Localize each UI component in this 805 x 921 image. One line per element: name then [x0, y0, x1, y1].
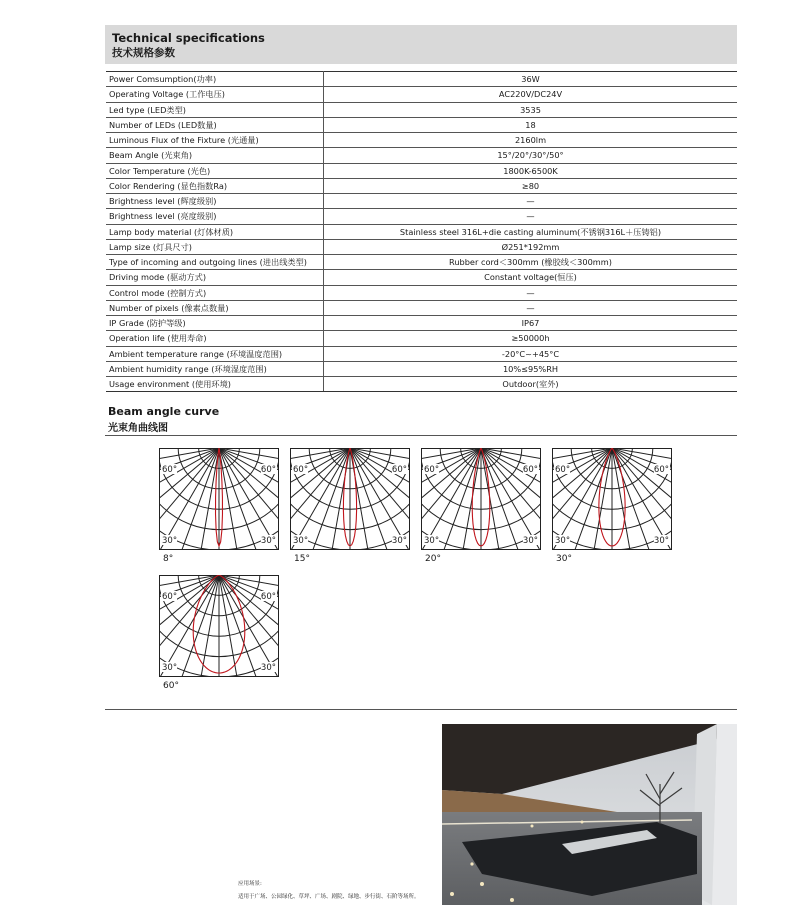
spec-label: Power Comsumption(功率) [106, 72, 324, 87]
beam-diagram [290, 448, 410, 550]
spec-value: Ø251*192mm [324, 239, 738, 254]
spec-value: Constant voltage(恒压) [324, 270, 738, 285]
beam-diagram [159, 448, 279, 550]
spec-row [106, 346, 737, 361]
spec-row [106, 178, 737, 193]
spec-label: Luminous Flux of the Fixture (光通量) [106, 133, 324, 148]
spec-value: — [324, 285, 738, 300]
bottom-divider [105, 709, 737, 710]
angle-label: 60° [391, 465, 407, 475]
beam-title-cn: 光束角曲线图 [108, 423, 168, 434]
angle-label: 60° [555, 465, 571, 475]
spec-value: 1800K-6500K [324, 163, 738, 178]
spec-row [106, 316, 737, 331]
spec-label: Number of LEDs (LED数量) [106, 117, 324, 132]
spec-value: ≥80 [324, 178, 738, 193]
spec-row [106, 194, 737, 209]
spec-label: Brightness level (亮度级别) [106, 209, 324, 224]
angle-label: 30° [555, 536, 571, 546]
application-photo [442, 724, 737, 905]
beam-diagram-label: 60° [163, 681, 179, 691]
spec-value: — [324, 194, 738, 209]
spec-label: Usage environment (使用环境) [106, 377, 324, 392]
spec-row [106, 102, 737, 117]
spec-label: IP Grade (防护等级) [106, 316, 324, 331]
spec-label: Ambient humidity range (环境湿度范围) [106, 361, 324, 376]
spec-row [106, 300, 737, 315]
spec-row [106, 117, 737, 132]
spec-value: 18 [324, 117, 738, 132]
spec-title-cn: 技术规格参数 [112, 47, 175, 59]
spec-value: -20°C~+45°C [324, 346, 738, 361]
spec-label: Brightness level (辉度级别) [106, 194, 324, 209]
spec-row [106, 377, 737, 392]
spec-row [106, 148, 737, 163]
spec-value: 10%≤95%RH [324, 361, 738, 376]
beam-diagram-label: 30° [556, 554, 572, 564]
spec-value: ≥50000h [324, 331, 738, 346]
spec-header [105, 25, 737, 64]
spec-label: Led type (LED类型) [106, 102, 324, 117]
beam-title-en: Beam angle curve [108, 405, 220, 418]
spec-value: — [324, 300, 738, 315]
spec-value: AC220V/DC24V [324, 87, 738, 102]
beam-section-header [108, 405, 219, 434]
spec-row [106, 331, 737, 346]
spec-row [106, 255, 737, 270]
beam-diagram-label: 8° [163, 554, 174, 564]
beam-diagram [159, 575, 279, 677]
spec-label: Ambient temperature range (环境温度范围) [106, 346, 324, 361]
spec-value: 36W [324, 72, 738, 87]
spec-title-en: Technical specifications [112, 31, 265, 45]
spec-row [106, 72, 737, 87]
spec-label: Lamp body material (灯体材质) [106, 224, 324, 239]
angle-label: 30° [424, 536, 440, 546]
spec-value: 3535 [324, 102, 738, 117]
angle-label: 30° [260, 536, 276, 546]
angle-label: 60° [260, 592, 276, 602]
spec-value: 15°/20°/30°/50° [324, 148, 738, 163]
angle-label: 30° [162, 663, 178, 673]
spec-label: Color Rendering (显色指数Ra) [106, 178, 324, 193]
beam-diagram [421, 448, 541, 550]
spec-value: Stainless steel 316L+die casting aluminum(不锈钢316L＋压铸铝) [324, 224, 738, 239]
beam-diagram-label: 20° [425, 554, 441, 564]
spec-label: Operating Voltage (工作电压) [106, 87, 324, 102]
spec-value: Rubber cord＜300mm (橡胶线＜300mm) [324, 255, 738, 270]
angle-label: 60° [162, 465, 178, 475]
spec-row [106, 133, 737, 148]
spec-row [106, 270, 737, 285]
spec-label: Control mode (控制方式) [106, 285, 324, 300]
angle-label: 60° [522, 465, 538, 475]
angle-label: 30° [522, 536, 538, 546]
spec-row [106, 285, 737, 300]
spec-row [106, 163, 737, 178]
spec-label: Number of pixels (像素点数量) [106, 300, 324, 315]
angle-label: 60° [653, 465, 669, 475]
spec-value: IP67 [324, 316, 738, 331]
spec-label: Color Temperature (光色) [106, 163, 324, 178]
spec-row [106, 239, 737, 254]
angle-label: 30° [162, 536, 178, 546]
spec-table [106, 71, 737, 392]
spec-value: Outdoor(室外) [324, 377, 738, 392]
spec-label: Driving mode (驱动方式) [106, 270, 324, 285]
application-text: 适用于广场、公园绿化、草坪、广场、剧院、绿地、步行街、石阶等场所。 [238, 894, 420, 900]
spec-row [106, 361, 737, 376]
spec-value: — [324, 209, 738, 224]
beam-diagram-label: 15° [294, 554, 310, 564]
application-heading: 应用场景: [238, 881, 262, 887]
spec-label: Type of incoming and outgoing lines (进出线类型) [106, 255, 324, 270]
angle-label: 60° [260, 465, 276, 475]
spec-row [106, 87, 737, 102]
angle-label: 30° [653, 536, 669, 546]
angle-label: 60° [162, 592, 178, 602]
angle-label: 30° [260, 663, 276, 673]
angle-label: 60° [424, 465, 440, 475]
spec-label: Operation life (使用寿命) [106, 331, 324, 346]
angle-label: 30° [293, 536, 309, 546]
beam-diagram [552, 448, 672, 550]
spec-row [106, 209, 737, 224]
spec-row [106, 224, 737, 239]
angle-label: 60° [293, 465, 309, 475]
beam-section-divider [105, 435, 737, 436]
spec-label: Lamp size (灯具尺寸) [106, 239, 324, 254]
angle-label: 30° [391, 536, 407, 546]
spec-label: Beam Angle (光束角) [106, 148, 324, 163]
spec-value: 2160lm [324, 133, 738, 148]
